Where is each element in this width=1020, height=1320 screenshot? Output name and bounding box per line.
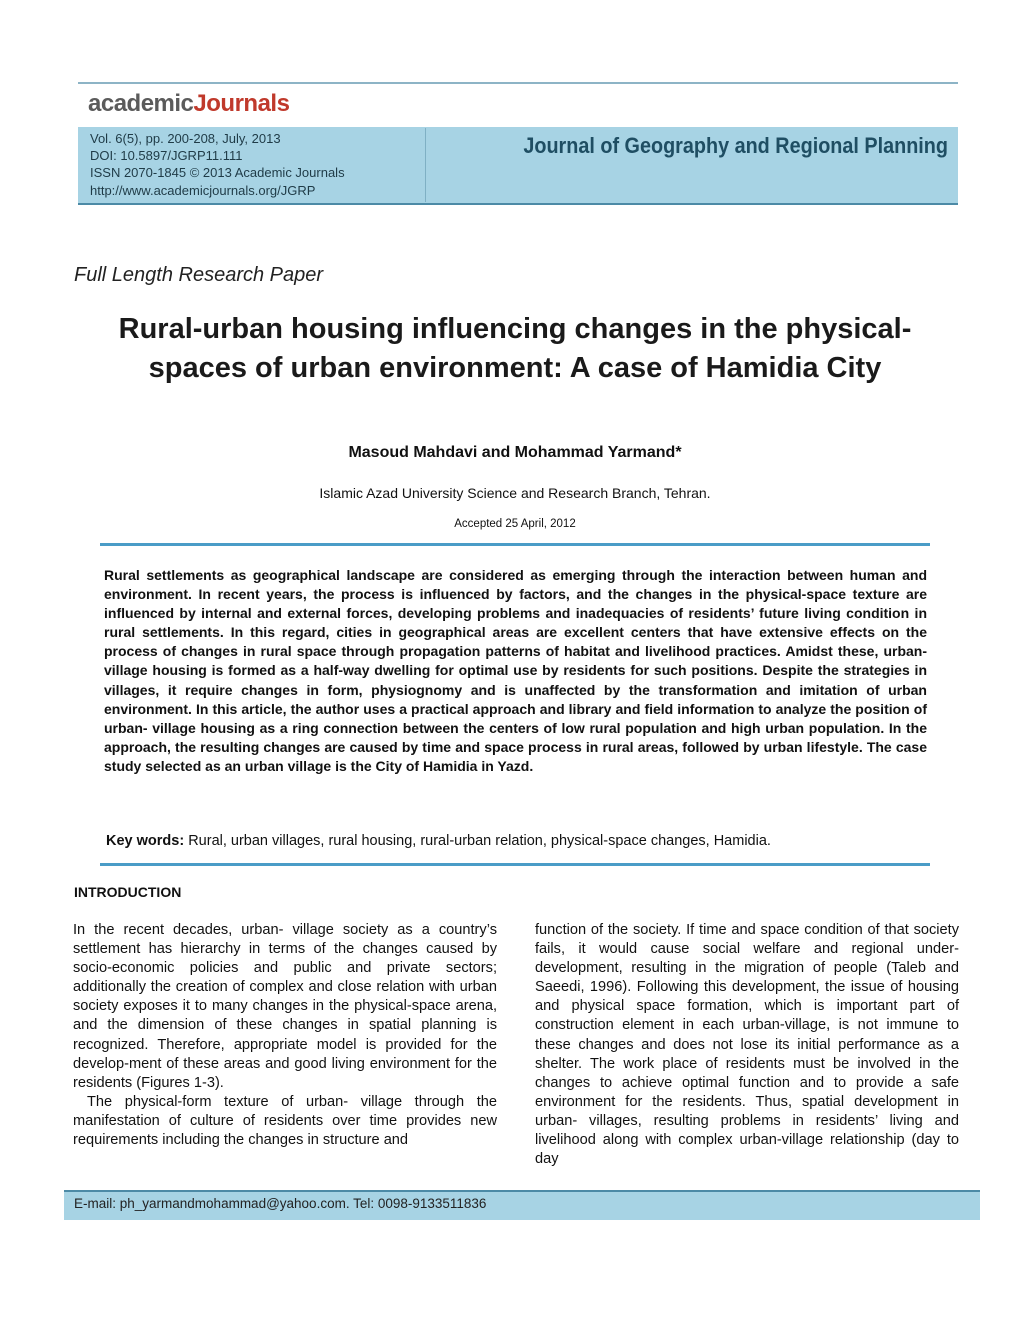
logo-part-academic: academic xyxy=(88,90,194,117)
column-left xyxy=(73,921,497,1150)
publisher-logo xyxy=(88,90,289,118)
paragraph: The physical-form texture of urban- village through the manifestation of culture of residents over time provides new requirements including the changes in structure and xyxy=(73,1093,497,1149)
top-rule xyxy=(78,82,958,84)
accepted-date: Accepted 25 April, 2012 xyxy=(454,518,576,530)
column-right xyxy=(535,921,959,1169)
volume-info: Vol. 6(5), pp. 200-208, July, 2013 xyxy=(90,131,281,146)
abstract: Rural settlements as geographical landscape are considered as emerging through the interaction between human and environment. In recent years, the process is influenced by factors, and the changes in the physical-space texture are influenced by internal and external forces, developing problems and inadequacies of residents’ future living condition in rural settlements. In this regard, cities in geographical areas are excellent centers that have extensive effects on the process of changes in rural space through propagation patterns of habitat and livelihood practices. Amidst these, urban-village housing is formed as a half-way dwelling for optimal use by residents for such positions. Despite the strategies in villages, it require changes in form, physiognomy and is unaffected by the transformation and imitation of urban environment. In this article, the author uses a practical approach and library and field information to analyze the position of urban- village housing as a ring connection between the centers of low rural population and high urban population. In the approach, the resulting changes are caused by time and space process in rural areas, followed by urban lifestyle. The case study selected as an urban village is the City of Hamidia in Yazd. xyxy=(104,567,927,774)
keywords-text: Rural, urban villages, rural housing, rural-urban relation, physical-space changes, Hamidia. xyxy=(188,833,771,849)
paragraph: In the recent decades, urban- village society as a country’s settlement has hierarchy in terms of the changes caused by socio-economic policies and public and private sectors; additionally the creation of complex and close relation with urban society exposes it to many changes in the physical-space arena, and the dimension of these changes in spatial planning is recognized. Therefore, appropriate model is provided for the develop-ment of these areas and good living environment for the residents (Figures 1-3). xyxy=(73,922,497,1091)
paper-title: Rural-urban housing influencing changes in the physical-spaces of urban environment: A case of Hamidia City xyxy=(118,313,912,384)
doi: DOI: 10.5897/JGRP11.111 xyxy=(90,148,243,164)
journal-metadata xyxy=(90,130,345,199)
header-divider xyxy=(425,128,426,202)
corresponding-contact: E-mail: ph_yarmandmohammad@yahoo.com. Tel: 0098-9133511836 xyxy=(74,1196,487,1211)
abstract-bottom-rule xyxy=(100,863,930,866)
logo-part-journals: Journals xyxy=(193,90,290,117)
journal-url[interactable]: http://www.academicjournals.org/JGRP xyxy=(90,182,316,198)
paragraph: function of the society. If time and space condition of that society fails, it would cause social welfare and regional under-development, resulting in the migration of people (Taleb and Saeedi, 1996). Following this development, the issue of housing and physical space formation, which is important part of construction element in each urban-village, is not immune to these changes and does not lose its initial performance as a shelter. The work place of residents must be involved in the changes to achieve optimal function and to provide a safe environment for the residents. Thus, spatial development in urban- villages, resulting problems in residents’ living and livelihood along with complex urban-village relationship (day to day xyxy=(535,922,959,1168)
paper-type: Full Length Research Paper xyxy=(74,264,324,286)
section-heading-introduction: INTRODUCTION xyxy=(74,884,182,900)
affiliation: Islamic Azad University Science and Research Branch, Tehran. xyxy=(319,485,711,501)
issn: ISSN 2070-1845 © 2013 Academic Journals xyxy=(90,165,345,181)
journal-title: Journal of Geography and Regional Planning xyxy=(523,133,948,158)
authors: Masoud Mahdavi and Mohammad Yarmand* xyxy=(348,444,682,461)
keywords xyxy=(106,833,929,849)
abstract-top-rule xyxy=(100,543,930,546)
keywords-label: Key words: xyxy=(106,833,185,849)
